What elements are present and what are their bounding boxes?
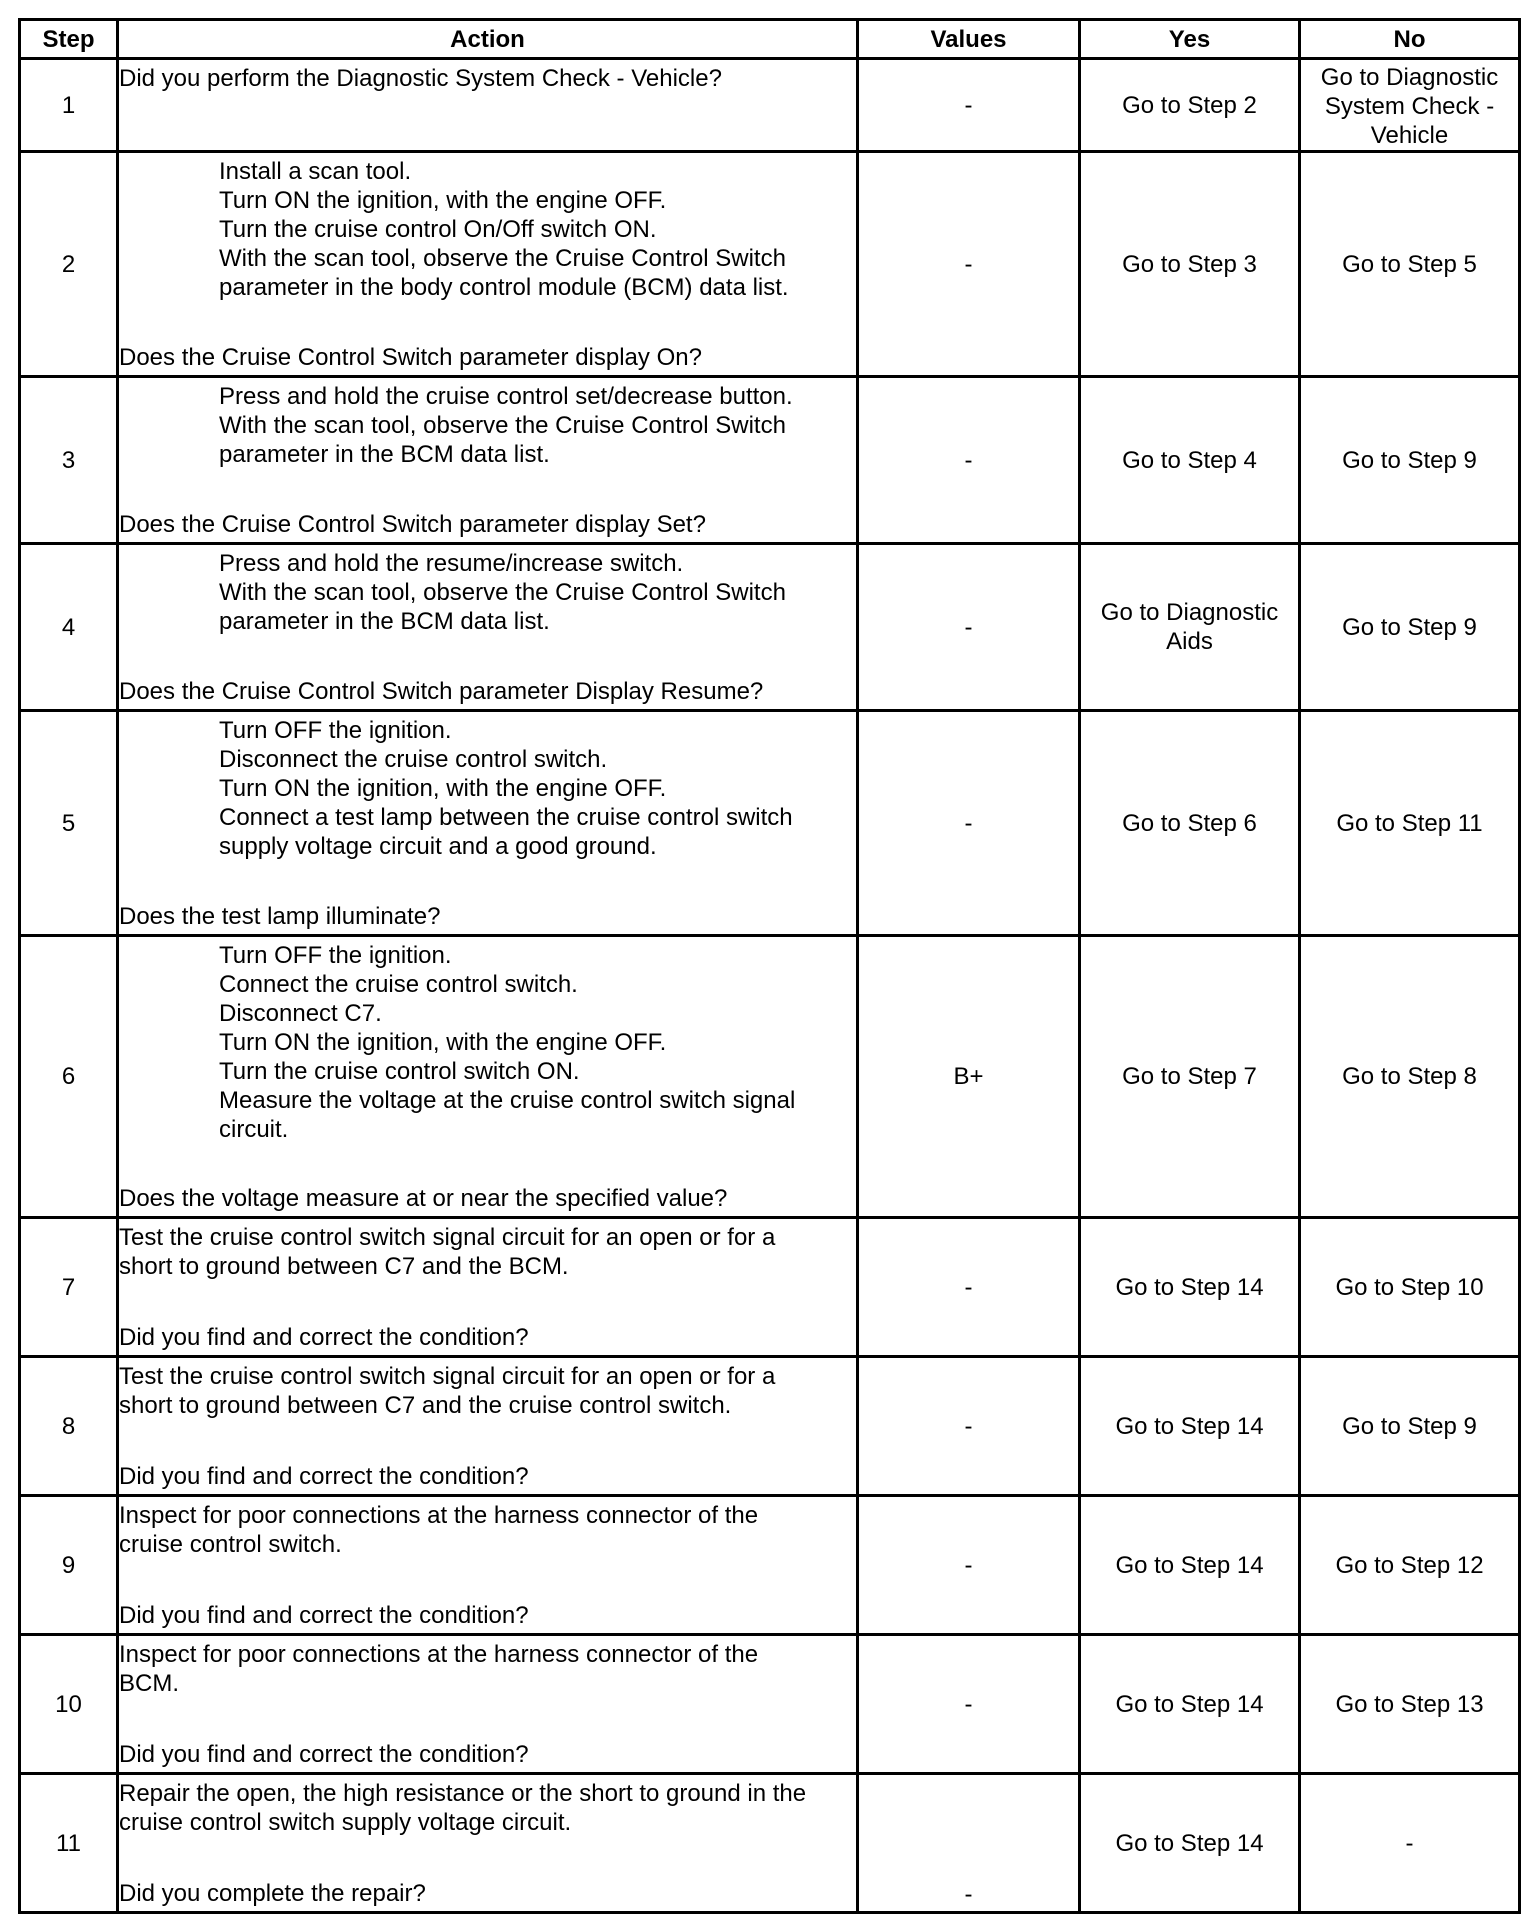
value-cell: - — [858, 152, 1080, 377]
action-cell — [118, 1218, 858, 1357]
value-cell: B+ — [858, 936, 1080, 1218]
step-number: 10 — [20, 1635, 118, 1774]
action-text-line: cruise control switch. — [119, 1530, 342, 1558]
yes-cell: Go to Diagnostic Aids — [1080, 544, 1300, 711]
step-number: 3 — [20, 377, 118, 544]
instruction-line: Turn ON the ignition, with the engine OFF. — [219, 1028, 667, 1056]
yes-cell: Go to Step 14 — [1080, 1357, 1300, 1496]
action-text-line: Did you perform the Diagnostic System Check - Vehicle? — [119, 65, 722, 92]
action-cell — [118, 59, 858, 152]
action-cell — [118, 936, 858, 1218]
action-text-line: cruise control switch supply voltage circuit. — [119, 1808, 572, 1836]
value-cell: - — [858, 59, 1080, 152]
step-number: 1 — [20, 59, 118, 152]
value-cell: - — [858, 711, 1080, 936]
action-text — [119, 1779, 856, 1837]
yes-cell: Go to Step 3 — [1080, 152, 1300, 377]
action-cell — [118, 1774, 858, 1913]
no-cell: Go to Diagnostic System Check - Vehicle — [1300, 59, 1520, 152]
instruction-line: With the scan tool, observe the Cruise Control Switch — [219, 244, 786, 272]
value-cell: - — [858, 1774, 1080, 1913]
action-cell — [118, 1357, 858, 1496]
table-row — [20, 152, 1520, 377]
instruction-line: With the scan tool, observe the Cruise Control Switch — [219, 411, 786, 439]
yes-cell: Go to Step 14 — [1080, 1218, 1300, 1357]
yes-cell: Go to Step 7 — [1080, 936, 1300, 1218]
instruction-line: supply voltage circuit and a good ground. — [219, 832, 657, 860]
instruction-line: Turn ON the ignition, with the engine OFF. — [219, 186, 667, 214]
action-text-line: Repair the open, the high resistance or the short to ground in the — [119, 1779, 807, 1807]
yes-cell: Go to Step 6 — [1080, 711, 1300, 936]
step-number: 11 — [20, 1774, 118, 1913]
instruction-line: Turn the cruise control switch ON. — [219, 1057, 580, 1085]
instruction-line: circuit. — [219, 1115, 289, 1143]
table-row — [20, 544, 1520, 711]
table-row — [20, 936, 1520, 1218]
no-cell: Go to Step 5 — [1300, 152, 1520, 377]
action-text-line: short to ground between C7 and the BCM. — [119, 1252, 569, 1280]
header-yes: Yes — [1080, 20, 1300, 59]
action-question: Did you complete the repair? — [119, 1879, 426, 1907]
action-text — [119, 1362, 856, 1420]
action-instructions — [119, 382, 856, 469]
header-no: No — [1300, 20, 1520, 59]
table-header-row — [20, 20, 1520, 59]
table-row — [20, 377, 1520, 544]
action-question: Does the test lamp illuminate? — [119, 902, 441, 930]
header-step: Step — [20, 20, 118, 59]
action-instructions — [119, 716, 856, 861]
action-instructions — [119, 549, 856, 636]
instruction-line: With the scan tool, observe the Cruise Control Switch — [219, 578, 786, 606]
action-cell — [118, 544, 858, 711]
value-cell: - — [858, 1218, 1080, 1357]
action-cell — [118, 711, 858, 936]
action-text-line: BCM. — [119, 1669, 179, 1697]
action-text — [119, 1223, 856, 1281]
action-text — [119, 1640, 856, 1698]
table-row — [20, 1635, 1520, 1774]
action-question: Does the Cruise Control Switch parameter display On? — [119, 343, 702, 371]
no-cell: Go to Step 11 — [1300, 711, 1520, 936]
step-number: 8 — [20, 1357, 118, 1496]
action-text — [119, 1501, 856, 1559]
instruction-line: Install a scan tool. — [219, 157, 412, 185]
no-cell: Go to Step 9 — [1300, 377, 1520, 544]
step-number: 2 — [20, 152, 118, 377]
action-cell — [118, 1496, 858, 1635]
step-number: 4 — [20, 544, 118, 711]
instruction-line: Disconnect the cruise control switch. — [219, 745, 608, 773]
header-action: Action — [118, 20, 858, 59]
action-text-line: Inspect for poor connections at the harness connector of the — [119, 1640, 759, 1668]
no-cell: Go to Step 13 — [1300, 1635, 1520, 1774]
yes-cell: Go to Step 14 — [1080, 1635, 1300, 1774]
table-row — [20, 1496, 1520, 1635]
table-row — [20, 1357, 1520, 1496]
value-cell: - — [858, 1635, 1080, 1774]
action-question: Does the voltage measure at or near the specified value? — [119, 1184, 728, 1212]
step-number: 6 — [20, 936, 118, 1218]
action-question: Did you find and correct the condition? — [119, 1323, 529, 1351]
header-values: Values — [858, 20, 1080, 59]
instruction-line: parameter in the BCM data list. — [219, 440, 550, 468]
action-text-line: Test the cruise control switch signal circuit for an open or for a — [119, 1362, 776, 1390]
diagnostic-table — [18, 18, 1521, 1914]
no-cell: Go to Step 9 — [1300, 1357, 1520, 1496]
instruction-line: Connect the cruise control switch. — [219, 970, 578, 998]
instruction-line: Press and hold the resume/increase switch. — [219, 549, 684, 577]
no-cell: Go to Step 8 — [1300, 936, 1520, 1218]
action-instructions — [119, 157, 856, 302]
table-row — [20, 711, 1520, 936]
value-cell: - — [858, 1357, 1080, 1496]
action-text-line: Test the cruise control switch signal circuit for an open or for a — [119, 1223, 776, 1251]
no-cell: Go to Step 12 — [1300, 1496, 1520, 1635]
action-text-line: short to ground between C7 and the cruise control switch. — [119, 1391, 732, 1419]
table-row — [20, 1774, 1520, 1913]
yes-cell: Go to Step 2 — [1080, 59, 1300, 152]
instruction-line: Connect a test lamp between the cruise control switch — [219, 803, 793, 831]
no-cell: Go to Step 9 — [1300, 544, 1520, 711]
action-question: Did you find and correct the condition? — [119, 1601, 529, 1629]
value-cell: - — [858, 544, 1080, 711]
instruction-line: Measure the voltage at the cruise control switch signal — [219, 1086, 796, 1114]
instruction-line: Turn the cruise control On/Off switch ON. — [219, 215, 657, 243]
action-text-line: Inspect for poor connections at the harness connector of the — [119, 1501, 759, 1529]
action-text — [119, 64, 856, 93]
action-cell — [118, 377, 858, 544]
action-instructions — [119, 941, 856, 1144]
no-cell: - — [1300, 1774, 1520, 1913]
instruction-line: Disconnect C7. — [219, 999, 382, 1027]
instruction-line: parameter in the body control module (BCM) data list. — [219, 273, 789, 301]
no-cell: Go to Step 10 — [1300, 1218, 1520, 1357]
action-question: Did you find and correct the condition? — [119, 1462, 529, 1490]
yes-cell: Go to Step 4 — [1080, 377, 1300, 544]
step-number: 9 — [20, 1496, 118, 1635]
action-question: Did you find and correct the condition? — [119, 1740, 529, 1768]
instruction-line: parameter in the BCM data list. — [219, 607, 550, 635]
table-row — [20, 1218, 1520, 1357]
action-question: Does the Cruise Control Switch parameter Display Resume? — [119, 677, 764, 705]
yes-cell: Go to Step 14 — [1080, 1774, 1300, 1913]
action-cell — [118, 152, 858, 377]
table-row — [20, 59, 1520, 152]
action-cell — [118, 1635, 858, 1774]
instruction-line: Turn ON the ignition, with the engine OFF. — [219, 774, 667, 802]
step-number: 5 — [20, 711, 118, 936]
value-cell: - — [858, 1496, 1080, 1635]
step-number: 7 — [20, 1218, 118, 1357]
instruction-line: Turn OFF the ignition. — [219, 941, 452, 969]
action-question: Does the Cruise Control Switch parameter display Set? — [119, 510, 706, 538]
instruction-line: Turn OFF the ignition. — [219, 716, 452, 744]
instruction-line: Press and hold the cruise control set/decrease button. — [219, 382, 793, 410]
value-cell: - — [858, 377, 1080, 544]
yes-cell: Go to Step 14 — [1080, 1496, 1300, 1635]
